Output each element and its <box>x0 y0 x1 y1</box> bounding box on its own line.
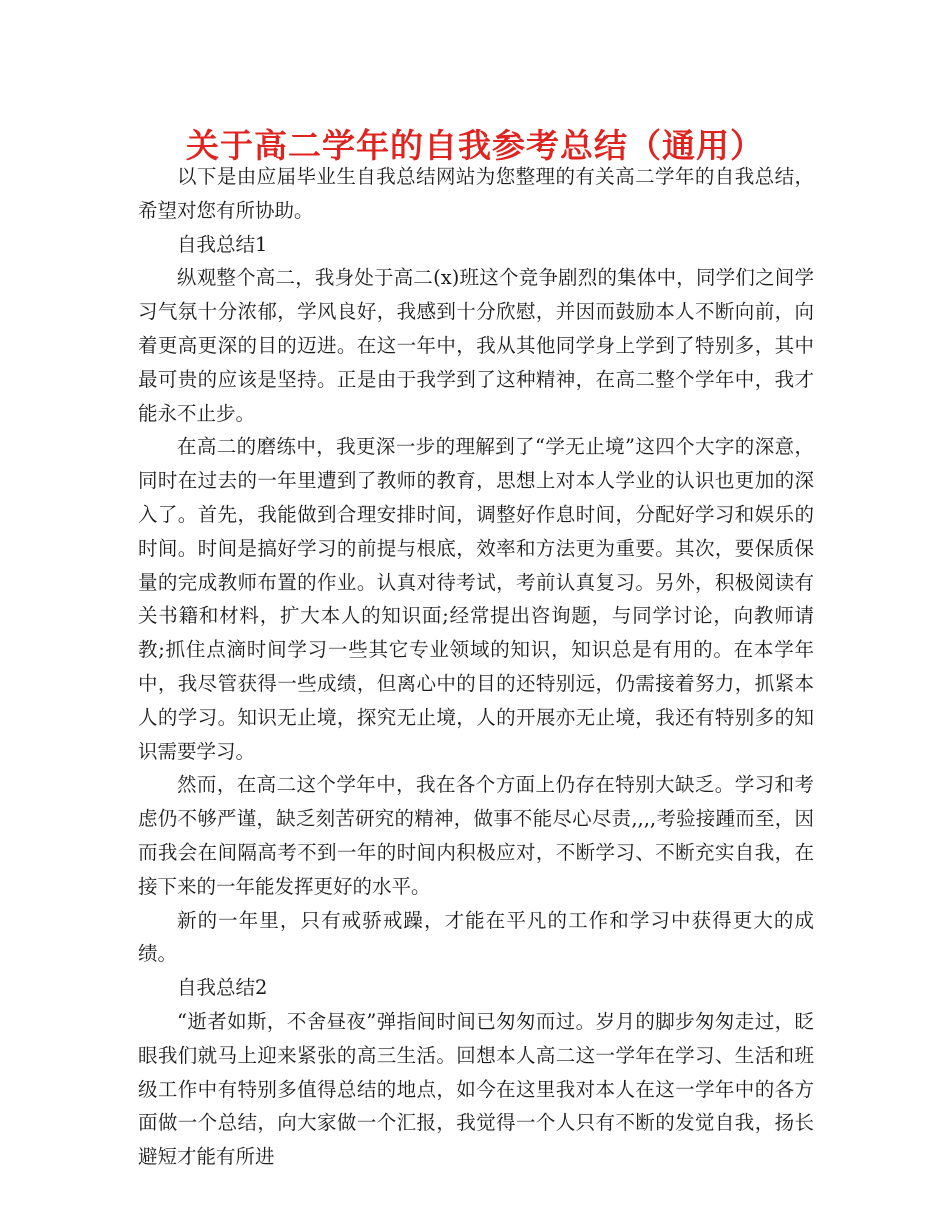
body-paragraph: “逝者如斯，不舍昼夜”弹指间时间已匆匆而过。岁月的脚步匆匆走过，眨眼我们就马上迎来紧张的高三生活。回想本人高二这一学年在学习、生活和班级工作中有特别多值得总结的地点，如今在这里我对本人在这一学年中的各方面做一个总结，向大家做一个汇报，我觉得一个人只有不断的发觉自我，扬长避短才能有所进 <box>138 1009 814 1169</box>
document-title: 关于高二学年的自我参考总结（通用） <box>186 126 764 165</box>
intro-paragraph: 以下是由应届毕业生自我总结网站为您整理的有关高二学年的自我总结，希望对您有所协助。 <box>138 165 814 222</box>
body-paragraph: 新的一年里，只有戒骄戒躁，才能在平凡的工作和学习中获得更大的成绩。 <box>138 908 814 966</box>
body-paragraph: 纵观整个高二，我身处于高二(x)班这个竞争剧烈的集体中，同学们之间学习气氛十分浓郁，学风良好，我感到十分欣慰，并因而鼓励本人不断向前，向着更高更深的目的迈进。在这一年中，我从其他同学身上学到了特别多，其中最可贵的应该是坚持。正是由于我学到了这种精神，在高二整个学年中，我才能永不止步。 <box>138 266 814 425</box>
body-paragraph: 在高二的磨练中，我更深一步的理解到了“学无止境”这四个大字的深意，同时在过去的一年里遭到了教师的教育，思想上对本人学业的认识也更加的深入了。首先，我能做到合理安排时间，调整好作息时间，分配好学习和娱乐的时间。时间是搞好学习的前提与根底，效率和方法更为重要。其次，要保质保量的完成教师布置的作业。认真对待考试，考前认真复习。另外，积极阅读有关书籍和材料，扩大本人的知识面;经常提出咨询题，与同学讨论，向教师请教;抓住点滴时间学习一些其它专业领域的知识，知识总是有用的。在本学年中，我尽管获得一些成绩，但离心中的目的还特别远，仍需接着努力，抓紧本人的学习。知识无止境，探究无止境，人的开展亦无止境，我还有特别多的知识需要学习。 <box>138 435 814 763</box>
body-paragraph: 然而，在高二这个学年中，我在各个方面上仍存在特别大缺乏。学习和考虑仍不够严谨，缺乏刻苦研究的精神，做事不能尽心尽责,,,,考验接踵而至，因而我会在间隔高考不到一年的时间内积极应对，不断学习、不断充实自我，在接下来的一年能发挥更好的水平。 <box>138 773 814 898</box>
section-heading-1: 自我总结1 <box>177 232 268 256</box>
section-heading-2: 自我总结2 <box>177 976 268 1000</box>
document-body <box>138 160 814 1174</box>
